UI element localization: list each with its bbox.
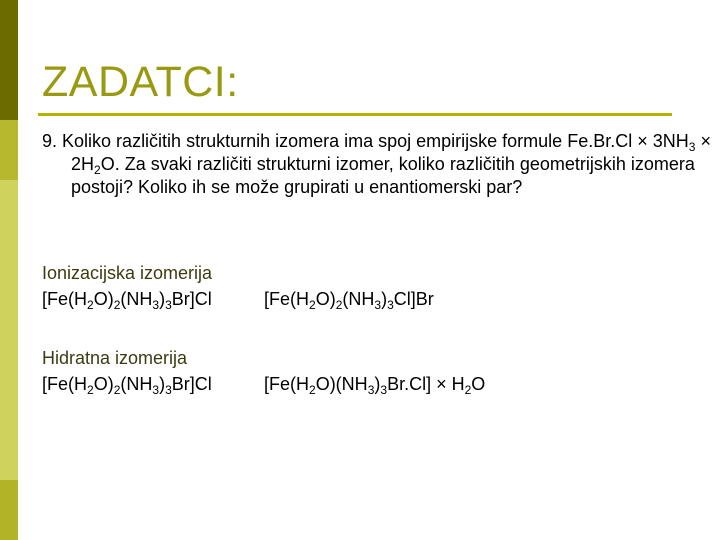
section-ionization	[42, 262, 434, 314]
question-line1: Koliko različitih strukturnih izomera ima spoj empirijske formule	[62, 131, 563, 151]
question-text	[42, 130, 711, 199]
section-hydration	[42, 347, 486, 399]
sidebar-segment-bottom	[0, 480, 18, 540]
formula-right: $[Fe(H_2O)_2(NH_3)_3Cl]Br$	[264, 289, 434, 312]
title-underline	[38, 113, 672, 116]
formula-left: $[Fe(H_2O)_2(NH_3)_3Br]Cl$	[42, 289, 212, 312]
sidebar-segment-light	[0, 180, 18, 480]
section-label: Ionizacijska izomerija	[42, 263, 213, 283]
question-rest: Za svaki različiti strukturni izomer, koliko različitih geometrijskih izomera postoji? Koliko ih se može grupirati u enantiomerski par?	[71, 154, 695, 197]
sidebar-stripe	[0, 0, 18, 540]
slide-title: ZADATCI:	[42, 58, 239, 106]
formula: $Fe.Br.Cl \times 3NH_3 \times 2H_2O$.	[71, 131, 711, 177]
section-label: Hidratna izomerija	[42, 348, 188, 368]
formula-right: $[Fe(H_2O)(NH_3)_3Br.Cl] \times H_2O$	[264, 374, 486, 397]
formula-left: $[Fe(H_2O)_2(NH_3)_3Br]Cl$	[42, 374, 212, 397]
sidebar-segment-dark	[0, 0, 18, 120]
question-number: 9.	[42, 131, 58, 151]
sidebar-segment-mid	[0, 120, 18, 180]
